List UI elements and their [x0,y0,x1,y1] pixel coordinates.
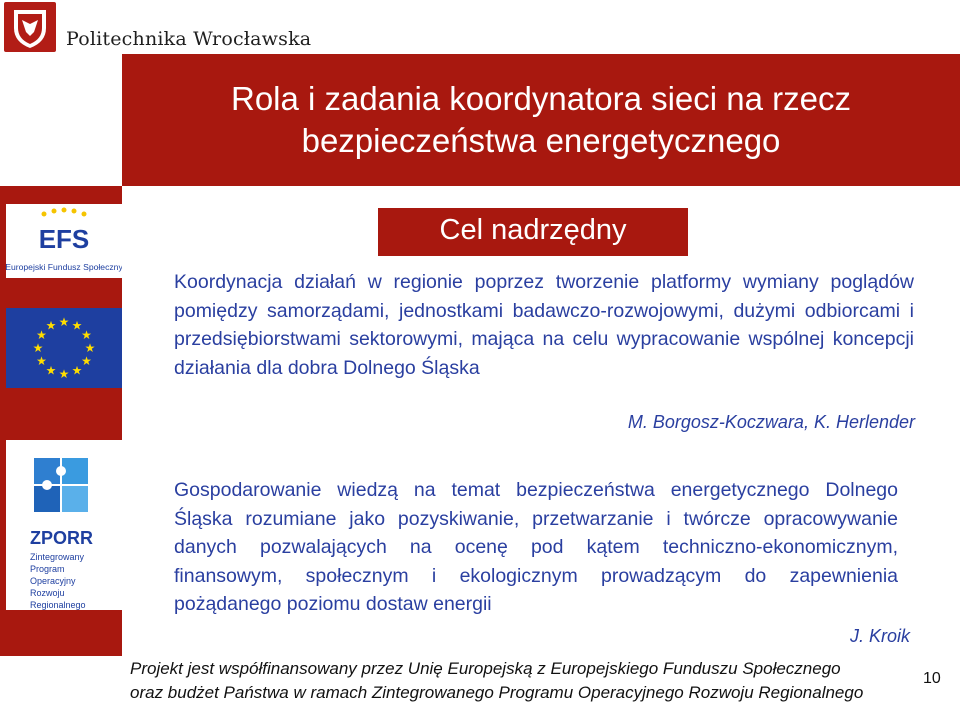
goal-paragraph: Koordynacja działań w regionie poprzez tworzenie platformy wymiany poglądów pomiędzy samorządami, jednostkami badawczo-rozwojowymi, dużymi odbiorcami i przedsiębiorstwami sektorowymi, mająca na celu wypracowanie wspólnej koncepcji działania dla dobra Dolnego Śląska [174,271,914,379]
eu-star-icon: ★ [36,354,47,368]
puzzle-icon [34,458,88,512]
efs-caption: Europejski Fundusz Społeczny [6,262,122,272]
eu-star-icon: ★ [45,318,57,333]
zporr-logo [6,440,122,610]
university-crest-icon [4,2,56,52]
eu-star-icon: ★ [58,367,70,381]
zporr-caption-3: Operacyjny [30,576,76,586]
definition-paragraph: Gospodarowanie wiedzą na temat bezpieczeństwa energetycznego Dolnego Śląska rozumiane jako pozyskiwanie, przetwarzanie i twórcze opracowywanie danych pozwalających na ocenę pod kątem techniczno-ekonomicznym, finansowym, społecznym i ekologicznym prowadzącym do zapewnienia pożądanego poziomu dostaw energii [174,479,898,615]
efs-logo-text: EFS [38,224,90,254]
eu-star-icon: ★ [81,328,92,342]
zporr-caption-4: Rozwoju [30,588,65,598]
page-number: 10 [923,670,941,687]
goal-author: M. Borgosz-Koczwara, K. Herlender [627,412,915,432]
svg-text:Zintegrowany Program [30,552,87,610]
funding-footer [130,657,930,705]
eu-star-icon: ★ [58,315,70,329]
eu-star-icon: ★ [84,341,96,355]
footer-line-2: oraz budżet Państwa w ramach Zintegrowanego Programu Operacyjnego Rozwoju Regionalnego [130,683,864,702]
efs-stars-icon [42,208,87,217]
eu-star-icon: ★ [32,341,44,355]
zporr-caption-5: Regionalnego [30,600,86,610]
zporr-caption-1: Zintegrowany [30,552,85,562]
eu-star-icon: ★ [71,318,83,333]
slide-title [122,78,960,162]
title-line-2: bezpieczeństwa energetycznego [301,122,781,159]
eu-flag-icon [6,308,122,388]
university-name: Politechnika Wrocławska [66,28,312,50]
efs-logo [6,204,122,278]
eu-star-icon: ★ [36,328,47,342]
footer-line-1: Projekt jest współfinansowany przez Unię Europejską z Europejskiego Funduszu Społecznego [130,659,841,678]
title-line-1: Rola i zadania koordynatora sieci na rzecz [231,80,851,117]
zporr-caption-2: Program [30,564,65,574]
eu-star-icon: ★ [45,363,57,378]
definition-author: J. Kroik [849,626,910,646]
eu-star-icon: ★ [71,363,83,378]
zporr-logo-text: ZPORR [30,528,93,548]
section-label: Cel nadrzędny [439,214,627,246]
eu-star-icon: ★ [81,354,92,368]
